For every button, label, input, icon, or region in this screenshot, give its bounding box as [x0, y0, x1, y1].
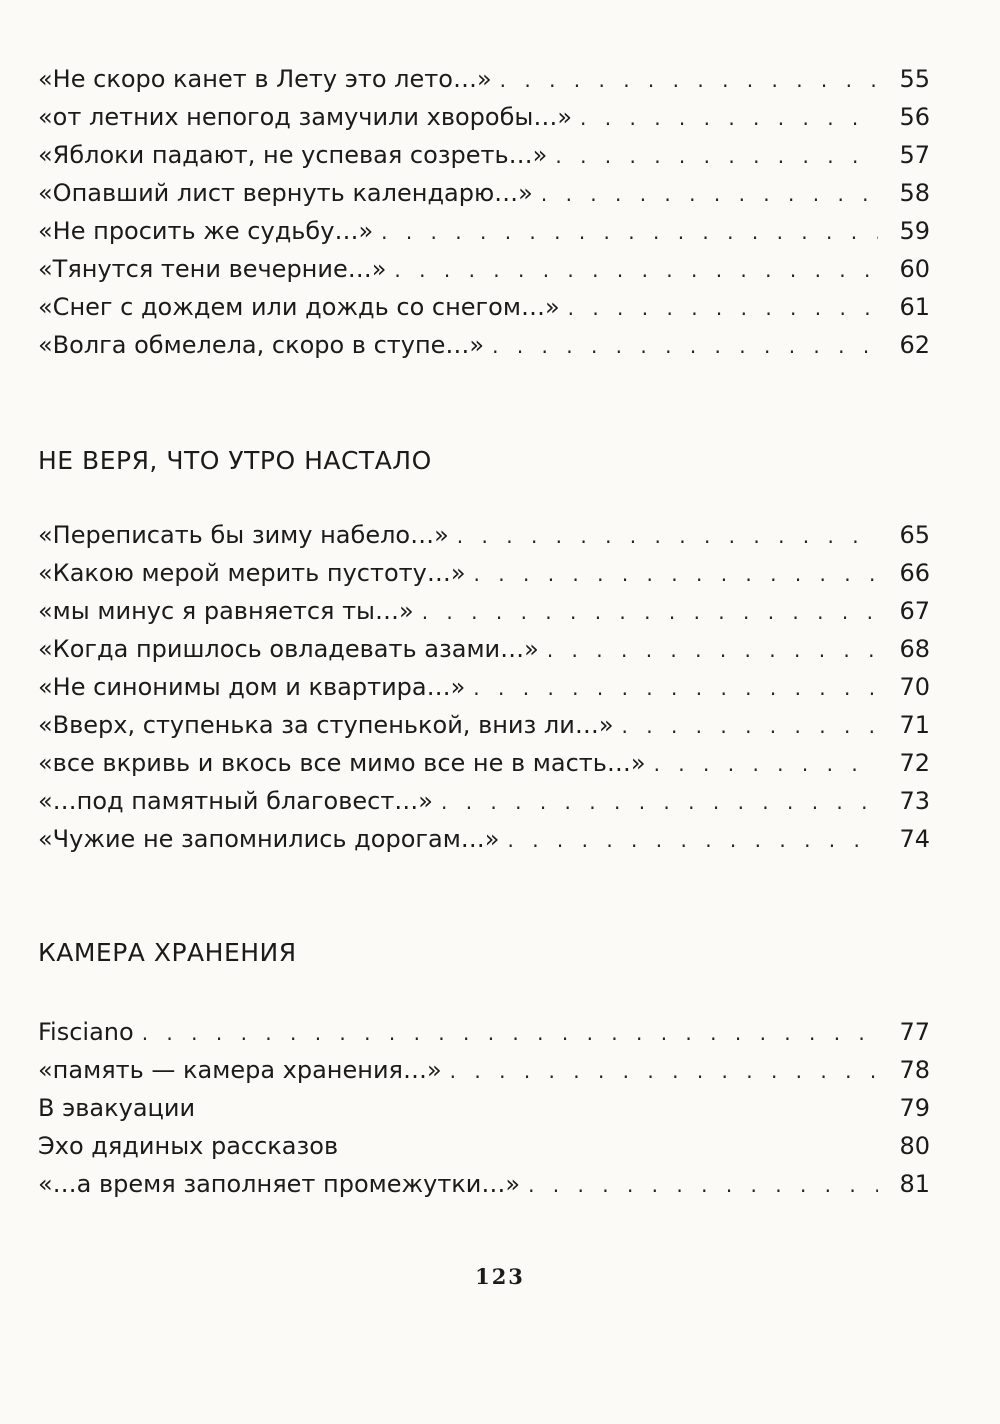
entry-page-number: 72	[899, 749, 930, 777]
entry-page-number: 57	[899, 141, 930, 169]
dot-leader	[568, 289, 878, 327]
entry-title: «все вкривь и вкось все мимо все не в масть…»	[38, 749, 646, 777]
entry-title: «Яблоки падают, не успевая созреть…»	[38, 141, 548, 169]
toc-entry	[38, 782, 930, 820]
dot-leader	[457, 517, 878, 555]
dot-leader	[500, 61, 878, 99]
entry-title: «Снег с дождем или дождь со снегом…»	[38, 293, 560, 321]
dot-leader	[541, 175, 878, 213]
entry-title: «Не просить же судьбу…»	[38, 217, 374, 245]
entry-page-number: 60	[899, 255, 930, 283]
dot-leader	[441, 783, 878, 821]
toc-entry	[38, 288, 930, 326]
entry-page-number: 66	[899, 559, 930, 587]
dot-leader	[142, 1014, 878, 1052]
entry-page-number: 56	[899, 103, 930, 131]
entry-title: «Какою мерой мерить пустоту…»	[38, 559, 466, 587]
entry-title: «…под памятный благовест…»	[38, 787, 433, 815]
entry-title: Fisciano	[38, 1018, 134, 1046]
entry-title: «Переписать бы зиму набело…»	[38, 521, 449, 549]
dot-leader	[492, 327, 878, 365]
entry-page-number: 71	[899, 711, 930, 739]
entry-title: «мы минус я равняется ты…»	[38, 597, 414, 625]
entry-page-number: 80	[899, 1132, 930, 1160]
toc-entry	[38, 516, 930, 554]
toc-entry	[38, 744, 930, 782]
section-heading: НЕ ВЕРЯ, ЧТО УТРО НАСТАЛО	[38, 446, 432, 475]
entry-title: «Опавший лист вернуть календарю…»	[38, 179, 533, 207]
entry-page-number: 70	[899, 673, 930, 701]
toc-section-1	[38, 60, 930, 364]
entry-page-number: 73	[899, 787, 930, 815]
toc-entry	[38, 706, 930, 744]
entry-page-number: 78	[899, 1056, 930, 1084]
entry-title: В эвакуации	[38, 1094, 196, 1122]
entry-page-number: 67	[899, 597, 930, 625]
toc-section-3	[38, 1013, 930, 1203]
dot-leader	[381, 213, 878, 251]
dot-leader	[528, 1166, 878, 1204]
toc-entry	[38, 668, 930, 706]
dot-leader	[394, 251, 878, 289]
dot-leader	[450, 1052, 878, 1090]
dot-leader	[507, 821, 878, 859]
toc-entry	[38, 820, 930, 858]
toc-entry	[38, 630, 930, 668]
toc-entry	[38, 1127, 930, 1165]
entry-title: «Волга обмелела, скоро в ступе…»	[38, 331, 485, 359]
entry-page-number: 62	[899, 331, 930, 359]
entry-title: «Не синонимы дом и квартира…»	[38, 673, 466, 701]
toc-entry	[38, 98, 930, 136]
toc-entry	[38, 1051, 930, 1089]
toc-entry	[38, 212, 930, 250]
entry-title: «…а время заполняет промежутки…»	[38, 1170, 521, 1198]
entry-page-number: 68	[899, 635, 930, 663]
dot-leader	[654, 745, 878, 783]
entry-page-number: 81	[899, 1170, 930, 1198]
toc-section-2	[38, 516, 930, 858]
toc-entry	[38, 1013, 930, 1051]
entry-title: «Не скоро канет в Лету это лето…»	[38, 65, 492, 93]
toc-entry	[38, 554, 930, 592]
toc-entry	[38, 174, 930, 212]
toc-entry	[38, 326, 930, 364]
toc-entry	[38, 1089, 930, 1127]
dot-leader	[580, 99, 878, 137]
entry-page-number: 74	[899, 825, 930, 853]
entry-page-number: 79	[899, 1094, 930, 1122]
entry-page-number: 61	[899, 293, 930, 321]
dot-leader	[473, 669, 878, 707]
page-number: 123	[475, 1264, 525, 1289]
dot-leader	[474, 555, 878, 593]
entry-title: «память — камера хранения…»	[38, 1056, 442, 1084]
dot-leader	[555, 137, 878, 175]
entry-page-number: 77	[899, 1018, 930, 1046]
entry-title: «Тянутся тени вечерние…»	[38, 255, 387, 283]
toc-entry	[38, 250, 930, 288]
toc-entry	[38, 1165, 930, 1203]
dot-leader	[422, 593, 878, 631]
toc-entry	[38, 60, 930, 98]
toc-entry	[38, 136, 930, 174]
dot-leader	[547, 631, 878, 669]
entry-page-number: 59	[899, 217, 930, 245]
entry-title: «Когда пришлось овладевать азами…»	[38, 635, 539, 663]
dot-leader	[622, 707, 878, 745]
section-heading: КАМЕРА ХРАНЕНИЯ	[38, 938, 297, 967]
entry-page-number: 55	[899, 65, 930, 93]
entry-page-number: 58	[899, 179, 930, 207]
entry-title: «Вверх, ступенька за ступенькой, вниз ли…»	[38, 711, 614, 739]
toc-entry	[38, 592, 930, 630]
entry-title: Эхо дядиных рассказов	[38, 1132, 339, 1160]
entry-page-number: 65	[899, 521, 930, 549]
entry-title: «Чужие не запомнились дорогам…»	[38, 825, 500, 853]
entry-title: «от летних непогод замучили хворобы…»	[38, 103, 573, 131]
